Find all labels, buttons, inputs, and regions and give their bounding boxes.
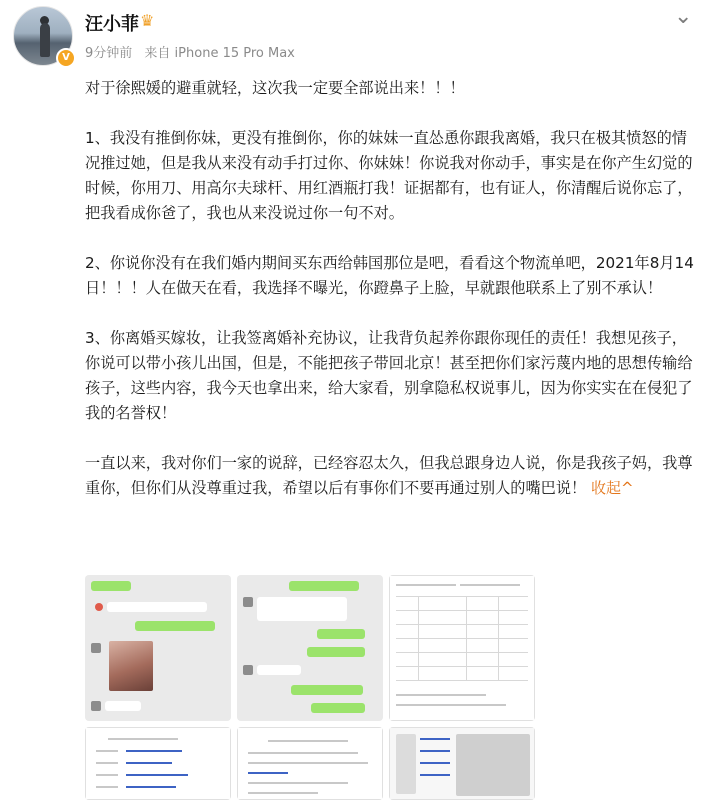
chat-avatar: [91, 701, 101, 711]
doc-line: [460, 584, 520, 586]
table-rule: [418, 596, 419, 680]
post-paragraph: 3、你离婚买嫁妆，让我签离婚补充协议，让我背负起养你跟你现任的责任！我想见孩子，你说可以带小孩儿出国，但是，不能把孩子带回北京！甚至把你们家污蔑内地的思想传输给孩子，这些内容，我今天也拿出来，给大家看，别拿隐私权说事儿，因为你实实在在侵犯了我的名誉权！: [85, 329, 693, 422]
chat-bubble: [257, 665, 301, 675]
chat-bubble: [107, 602, 207, 612]
doc-line: [248, 752, 358, 754]
post-paragraph-last: [85, 451, 697, 501]
chat-bubble: [307, 647, 365, 657]
document-screenshot: [85, 727, 231, 800]
verified-badge-icon: V: [56, 48, 76, 68]
chevron-down-icon[interactable]: ⌄: [674, 4, 693, 29]
post-paragraph-text: 一直以来，我对你们一家的说辞，已经容忍太久，但我总跟身边人说，你是我孩子妈，我尊重你，但你们从没尊重过我，希望以后有事你们不要再通过别人的嘴巴说！: [85, 454, 693, 497]
chat-photo: [109, 641, 153, 691]
post-paragraph: 1、我没有推倒你妹，更没有推倒你，你的妹妹一直怂恿你跟我离婚，我只在极其愤怒的情况推过她，但是我从来没有动手打过你、你妹妹！你说我对你动手，事实是在你产生幻觉的时候，你用刀、用高尔夫球杆、用红酒瓶打我！证据都有，也有证人，你清醒后说你忘了，把我看成你爸了，我也从来没说过你一句不对。: [85, 129, 693, 222]
form-field-line: [420, 750, 450, 752]
table-rule: [396, 638, 528, 639]
form-field-line: [126, 786, 176, 788]
table-rule: [396, 652, 528, 653]
table-rule: [396, 596, 528, 597]
doc-line: [248, 792, 318, 794]
post-paragraph: 2、你说你没有在我们婚内期间买东西给韩国那位是吧，看看这个物流单吧，2021年8月14日！！！人在做天在看，我选择不曝光，你蹬鼻子上脸，早就跟他联系上了别不承认！: [85, 254, 694, 297]
image-thumbnail-chat-1[interactable]: [85, 575, 231, 721]
table-rule: [396, 610, 528, 611]
doc-line: [396, 704, 506, 706]
table-rule: [396, 680, 528, 681]
post-header: [0, 0, 708, 78]
doc-line: [268, 740, 348, 742]
chat-bubble: [91, 581, 131, 591]
post-meta: [85, 42, 295, 61]
avatar-figure-body: [40, 23, 50, 57]
collapse-button[interactable]: 收起^: [591, 479, 634, 497]
document-screenshot: [389, 727, 535, 800]
table-rule: [498, 596, 499, 680]
doc-line: [108, 738, 178, 740]
table-rule: [466, 596, 467, 680]
image-thumbnail-chat-2[interactable]: [237, 575, 383, 721]
error-icon: [95, 603, 103, 611]
doc-line: [248, 782, 348, 784]
doc-line: [96, 750, 118, 752]
document-screenshot: [237, 727, 383, 800]
chat-bubble: [289, 581, 359, 591]
post-source: 来自 iPhone 15 Pro Max: [144, 46, 295, 61]
crown-icon: ♛: [140, 11, 155, 30]
chat-bubble: [317, 629, 365, 639]
image-grid: [85, 575, 535, 800]
chat-bubble: [135, 621, 215, 631]
doc-line: [396, 584, 456, 586]
blurred-region: [456, 734, 530, 796]
doc-line: [248, 762, 368, 764]
image-thumbnail-shipping-record[interactable]: [389, 727, 535, 800]
doc-line: [96, 786, 118, 788]
chat-screenshot: [85, 575, 231, 721]
form-field-line: [126, 762, 172, 764]
document-screenshot: [389, 575, 535, 721]
image-thumbnail-invoice[interactable]: [389, 575, 535, 721]
chat-bubble: [105, 701, 141, 711]
author-name[interactable]: 汪小菲: [85, 14, 139, 35]
chat-avatar: [243, 665, 253, 675]
doc-line: [96, 774, 118, 776]
chat-avatar: [243, 597, 253, 607]
chat-screenshot: [237, 575, 383, 721]
chat-bubble: [311, 703, 365, 713]
chat-avatar: [91, 643, 101, 653]
form-field-line: [420, 774, 450, 776]
form-field-line: [420, 738, 450, 740]
table-rule: [396, 666, 528, 667]
chat-bubble: [257, 597, 347, 621]
doc-line: [396, 694, 486, 696]
post-body: [85, 76, 697, 501]
image-thumbnail-document[interactable]: [237, 727, 383, 800]
chat-bubble: [291, 685, 363, 695]
form-field-line: [248, 772, 288, 774]
form-field-line: [126, 774, 188, 776]
table-rule: [396, 624, 528, 625]
blurred-region: [396, 734, 416, 794]
post-time: 9分钟前: [85, 46, 133, 61]
doc-line: [96, 762, 118, 764]
post-paragraph: 对于徐熙媛的避重就轻，这次我一定要全部说出来！！！: [85, 79, 465, 97]
form-field-line: [126, 750, 182, 752]
form-field-line: [420, 762, 450, 764]
image-thumbnail-form[interactable]: [85, 727, 231, 800]
